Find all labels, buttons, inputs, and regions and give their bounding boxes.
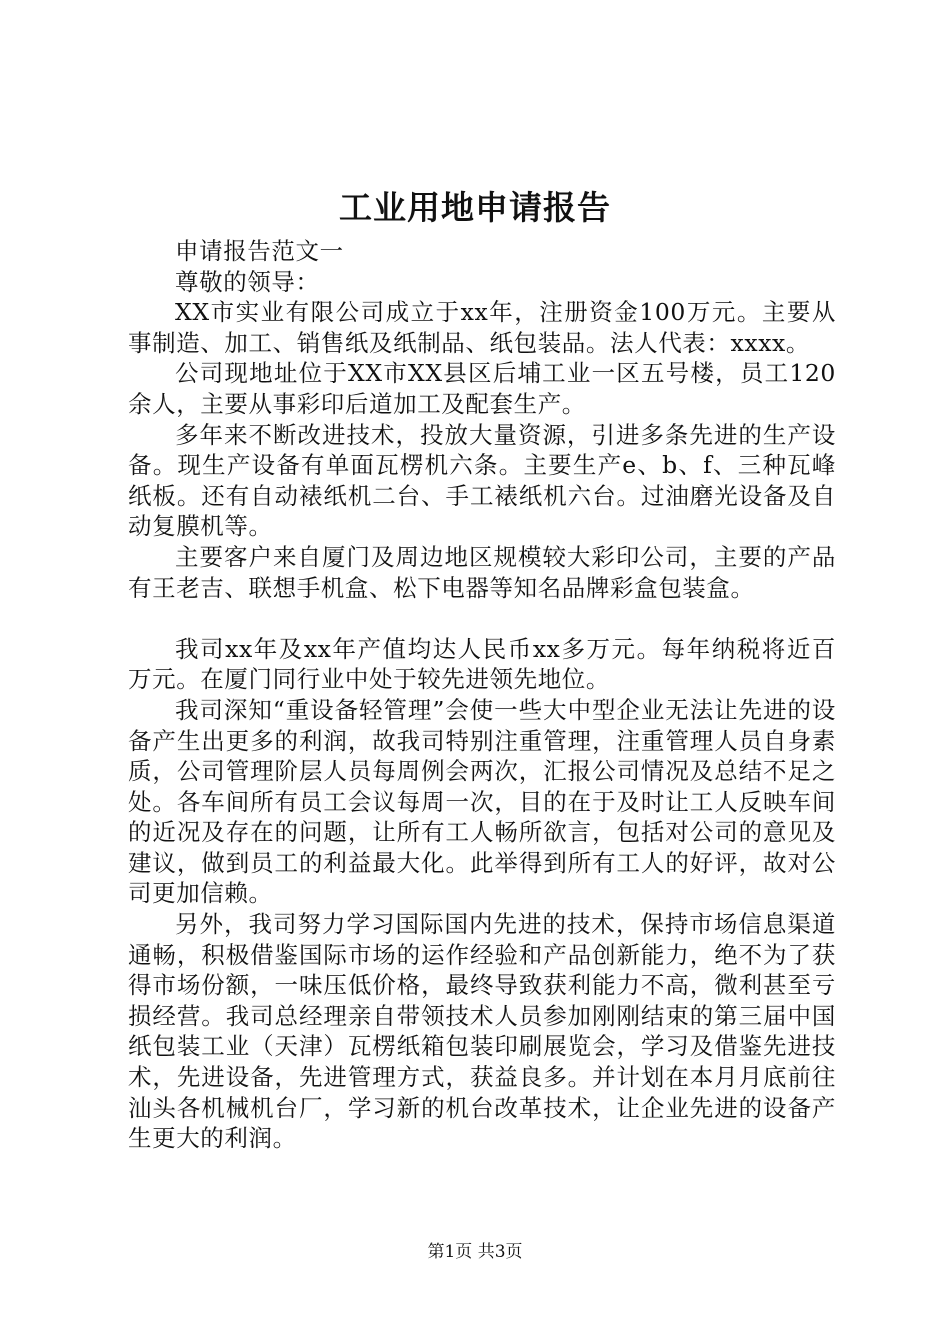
paragraph-company-intro: XX市实业有限公司成立于xx年，注册资金100万元。主要从事制造、加工、销售纸及纸制品、纸包装品。法人代表：xxxx。 xyxy=(128,298,836,357)
paragraph-sample-heading: 申请报告范文一 xyxy=(175,237,344,265)
document-body xyxy=(128,236,836,1154)
paragraph-technology: 另外，我司努力学习国际国内先进的技术，保持市场信息渠道通畅，积极借鉴国际市场的运作经验和产品创新能力，绝不为了获得市场份额，一味压低价格，最终导致获利能力不高，微利甚至亏损经营。我司总经理亲自带领技术人员参加刚刚结束的第三届中国纸包装工业（天津）瓦楞纸箱包装印刷展览会，学习及借鉴先进技术，先进设备，先进管理方式，获益良多。并计划在本月月底前往汕头各机械机台厂，学习新的机台改革技术，让企业先进的设备产生更大的利润。 xyxy=(128,910,836,1153)
paragraph-management: 我司深知“重设备轻管理”会使一些大中型企业无法让先进的设备产生出更多的利润，故我司特别注重管理，注重管理人员自身素质，公司管理阶层人员每周例会两次，汇报公司情况及总结不足之处。各车间所有员工会议每周一次，目的在于及时让工人反映车间的近况及存在的问题，让所有工人畅所欲言，包括对公司的意见及建议，做到员工的利益最大化。此举得到所有工人的好评，故对公司更加信赖。 xyxy=(128,695,836,908)
paragraph-salutation: 尊敬的领导： xyxy=(175,267,320,296)
document-title: 工业用地申请报告 xyxy=(339,188,611,227)
paragraph-customers: 主要客户来自厦门及周边地区规模较大彩印公司，主要的产品有王老吉、联想手机盒、松下电器等知名品牌彩盒包装盒。 xyxy=(128,542,836,602)
paragraph-company-address: 公司现地址位于XX市XX县区后埔工业一区五号楼，员工120余人，主要从事彩印后道加工及配套生产。 xyxy=(128,359,836,418)
page-footer: 第1页 共3页 xyxy=(427,1242,523,1262)
paragraph-equipment: 多年来不断改进技术，投放大量资源，引进多条先进的生产设备。现生产设备有单面瓦楞机六条。主要生产e、b、f、三种瓦峰纸板。还有自动裱纸机二台、手工裱纸机六台。过油磨光设备及自动复膜机等。 xyxy=(128,420,836,541)
paragraph-output-value: 我司xx年及xx年产值均达人民币xx多万元。每年纳税将近百万元。在厦门同行业中处于较先进领先地位。 xyxy=(128,634,836,694)
